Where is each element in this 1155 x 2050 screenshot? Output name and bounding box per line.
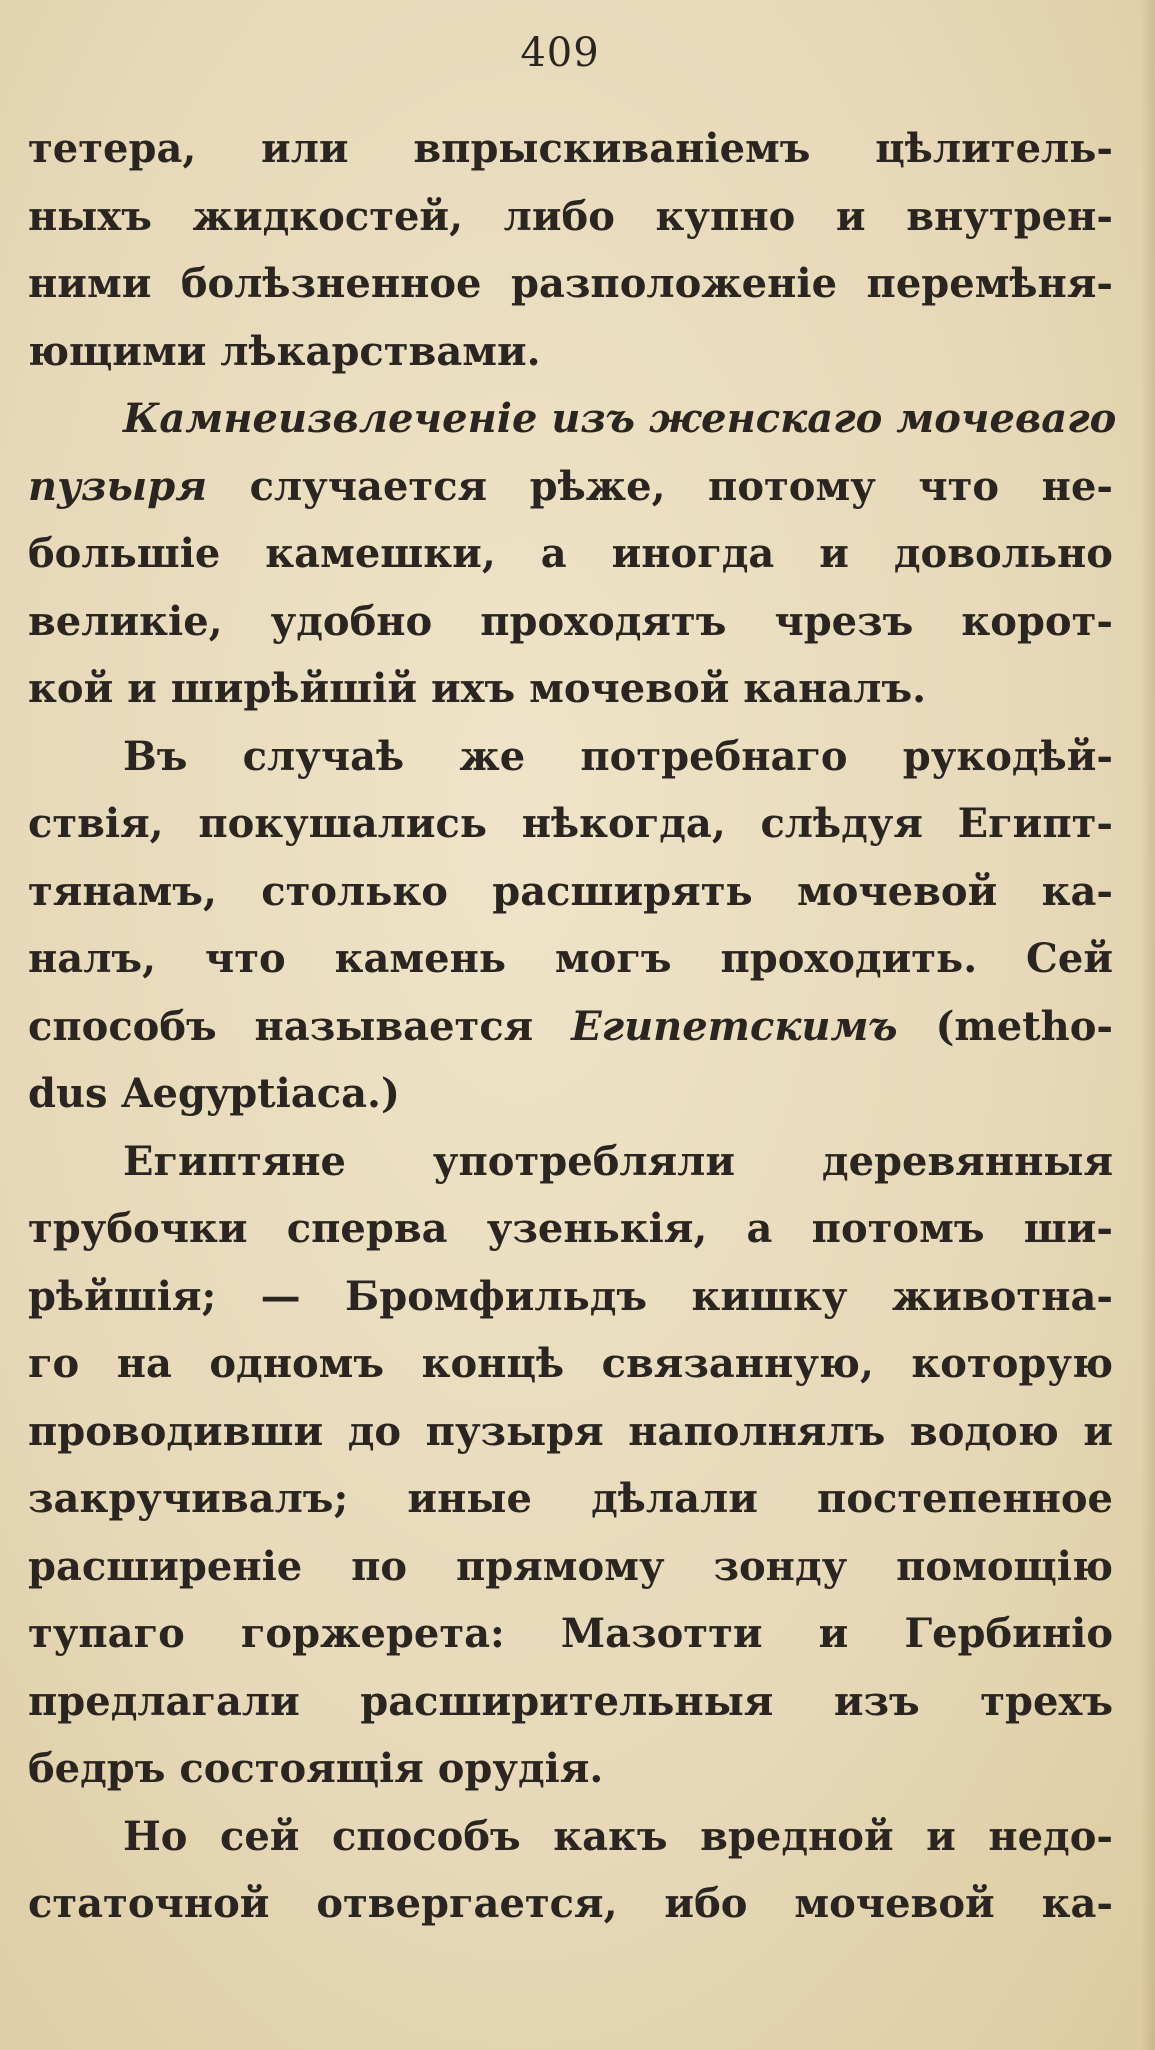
text-line: проводивши до пузыря наполнялъ водою и: [28, 1407, 1113, 1455]
text-fragment: случается рѣже, потому что не-: [207, 462, 1113, 510]
text-line: бедръ состоящія орудія.: [28, 1745, 604, 1792]
text-line: dus Aegyptiaca.): [28, 1070, 400, 1117]
body-text: [28, 115, 1117, 1938]
text-line: налъ, что камень могъ проходить. Сей: [28, 935, 1113, 982]
page-number: 409: [520, 30, 600, 76]
italic-term: пузыря: [28, 462, 208, 510]
text-fragment: (metho-: [897, 1002, 1114, 1050]
text-line: ствія, покушались нѣкогда, слѣдуя Египт-: [28, 800, 1113, 847]
text-line: расширеніе по прямому зонду помощію: [28, 1542, 1113, 1590]
text-line: закручивалъ; иные дѣлали постепенное: [28, 1475, 1113, 1522]
text-line: [28, 453, 1113, 521]
text-line: великіе, удобно проходятъ чрезъ корот-: [28, 597, 1113, 645]
text-line: Но сей способъ какъ вредной и недо-: [123, 1812, 1113, 1860]
text-line: Въ случаѣ же потребнаго рукодѣй-: [123, 732, 1113, 780]
text-line: [28, 993, 1113, 1061]
text-line: статочной отвергается, ибо мочевой ка-: [28, 1880, 1113, 1927]
text-line: предлагали расширительныя изъ трехъ: [28, 1677, 1113, 1725]
text-line: рѣйшія; — Бромфильдъ кишку животна-: [28, 1272, 1113, 1320]
text-line: ющими лѣкарствами.: [28, 327, 541, 375]
text-line: трубочки сперва узенькія, а потомъ ши-: [28, 1205, 1113, 1252]
text-line: тупаго горжерета: Мазотти и Гербиніо: [28, 1610, 1113, 1657]
text-line: ныхъ жидкостей, либо купно и внутрен-: [28, 192, 1113, 240]
text-fragment: способъ называется: [28, 1002, 572, 1050]
italic-term: Египетскимъ: [571, 1002, 898, 1050]
text-line: кой и ширѣйшій ихъ мочевой каналъ.: [28, 665, 927, 712]
page-edge-shadow: [1141, 0, 1155, 2050]
text-line: тетера, или впрыскиваніемъ цѣлитель-: [28, 125, 1113, 172]
text-line: го на одномъ концѣ связанную, которую: [28, 1340, 1113, 1387]
text-line: тянамъ, столько расширять мочевой ка-: [28, 867, 1113, 915]
text-line: большіе камешки, а иногда и довольно: [28, 530, 1113, 577]
text-line: ними болѣзненное разположеніе перемѣня-: [28, 260, 1113, 307]
text-line: Египтяне употребляли деревянныя: [123, 1137, 1113, 1185]
text-line-italic: Камнеизвлеченіе изъ женскаго мочеваго: [123, 395, 1117, 442]
